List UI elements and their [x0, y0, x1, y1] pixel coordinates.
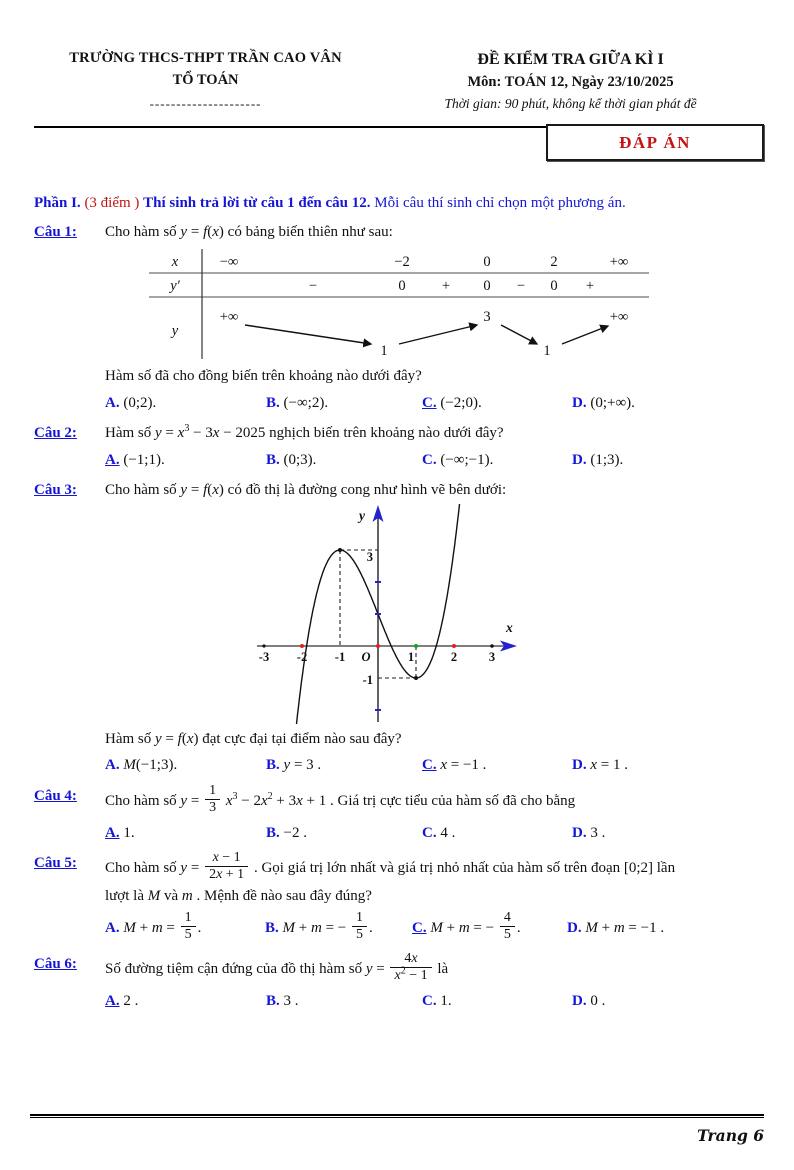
part1-points: (3 điểm )	[84, 195, 140, 211]
part1-heading	[34, 192, 764, 215]
bbt-arrow-up	[399, 325, 477, 344]
option-text: M + m = −1 .	[585, 920, 665, 937]
page-number: Trang 6	[697, 1126, 764, 1145]
option-key: C.	[422, 451, 437, 468]
option-key: A.	[105, 394, 120, 411]
q6-option-a	[105, 990, 266, 1013]
q3-question	[105, 728, 764, 751]
x-axis-label: x	[506, 619, 513, 635]
header-rule-section	[34, 126, 764, 190]
x-tick-dot-green	[414, 644, 418, 648]
bbt-x-val: −2	[394, 254, 410, 270]
bbt-x-val: −∞	[219, 254, 239, 270]
fraction	[203, 850, 250, 883]
question-2-label: Câu 2:	[34, 425, 77, 441]
q1-option-b	[266, 392, 422, 415]
y-axis-label: y	[359, 507, 365, 523]
fraction-denominator: $x^2 - 1$	[394, 965, 428, 984]
bbt-x-val: 0	[483, 254, 491, 270]
option-key: A.	[105, 757, 120, 773]
option-period: .	[516, 919, 521, 936]
question-3	[34, 479, 764, 502]
option-key: A.	[105, 919, 120, 936]
option-text: −2 .	[283, 824, 307, 841]
q4-option-d	[572, 822, 764, 845]
option-key: B.	[266, 757, 280, 773]
option-text: (−2;0).	[440, 394, 482, 411]
option-key-correct: A.	[105, 824, 120, 841]
question-2-body	[105, 422, 764, 445]
option-text: (0;+∞).	[590, 394, 635, 411]
option-key-correct: C.	[422, 394, 437, 411]
option-text: M + m = −	[430, 919, 495, 936]
part1-instruction: Mỗi câu thí sinh chỉ chọn một phương án.	[374, 195, 626, 211]
q6-option-c	[422, 990, 572, 1013]
q2-option-b	[266, 449, 422, 472]
q1-option-d	[572, 392, 764, 415]
q5-math-y: y =	[180, 860, 200, 877]
function-graph	[253, 504, 545, 724]
bbt-y-top: 3	[483, 309, 491, 325]
q4-math-y: y =	[180, 792, 200, 809]
q5-pre: Cho hàm số	[105, 860, 177, 877]
q4-pre: Cho hàm số	[105, 792, 177, 809]
option-text: 0 .	[590, 993, 606, 1010]
fraction	[203, 783, 222, 816]
y-min-label: -1	[362, 672, 373, 687]
q2-options	[105, 449, 764, 472]
option-text: M + m = −	[282, 919, 347, 936]
q1-question: Hàm số đã cho đồng biến trên khoảng nào dưới đây?	[105, 368, 422, 384]
answer-key-box	[546, 124, 764, 161]
q1-option-a	[105, 392, 266, 415]
separator-dashes: ---------------------	[149, 95, 262, 111]
q4-options	[105, 822, 764, 845]
q4-post: Giá trị cực tiểu của hàm số đã cho bằng	[337, 792, 576, 809]
question-5-label: Câu 5:	[34, 855, 77, 872]
q5-options	[105, 909, 764, 945]
x-tick-dot-red	[452, 644, 456, 648]
fraction-denominator: 2x + 1	[209, 867, 245, 883]
origin-dot	[376, 644, 380, 648]
bbt-arrow-up	[562, 326, 608, 344]
option-key: C.	[422, 824, 437, 841]
option-key: D.	[572, 993, 587, 1010]
q6-option-b	[266, 990, 422, 1013]
bbt-yprime-zero: 0	[398, 278, 406, 294]
page-footer	[30, 1114, 764, 1147]
page-header	[34, 48, 764, 114]
answer-key-label: ĐÁP ÁN	[619, 132, 691, 152]
q3-question-post: đạt cực đại tại điểm nào sau đây?	[202, 730, 402, 747]
q6-pre: Số đường tiệm cận đứng của đồ thị hàm số	[105, 961, 363, 978]
fraction-numerator: 1	[205, 783, 220, 800]
option-text: (−∞;2).	[283, 394, 329, 411]
option-period: .	[197, 919, 202, 936]
fraction-numerator: 1	[181, 910, 196, 927]
question-6-label: Câu 6:	[34, 956, 77, 973]
origin-label: O	[361, 649, 371, 664]
fraction-denominator: 5	[356, 926, 363, 942]
option-text: (0;3).	[283, 451, 317, 468]
x-tick-label: 3	[488, 649, 496, 664]
exam-title: ĐỀ KIỂM TRA GIỮA KÌ I	[477, 51, 664, 68]
q4-math-rest: $x^3 - 2x^2 + 3x + 1$ .	[225, 790, 334, 809]
option-text: x = −1 .	[440, 757, 487, 773]
option-key: C.	[422, 993, 437, 1010]
q5-option-b	[265, 909, 412, 945]
q1-math: y = f(x)	[180, 223, 224, 240]
option-key: D.	[572, 394, 587, 411]
bbt-yprime-sign: +	[585, 278, 595, 294]
question-1	[34, 221, 764, 244]
option-key: D.	[572, 757, 587, 773]
question-4-body	[105, 782, 764, 818]
department-name: TỔ TOÁN	[172, 71, 239, 88]
q5-option-c	[412, 909, 567, 945]
bbt-y-head: y	[171, 323, 179, 339]
option-key: B.	[266, 451, 280, 468]
q6-options	[105, 990, 764, 1013]
q5-option-d	[567, 917, 764, 940]
option-period: .	[369, 919, 373, 936]
q3-option-d	[572, 754, 764, 777]
q4-option-c	[422, 822, 572, 845]
option-text: 3 .	[283, 993, 299, 1010]
footer-rule	[30, 1114, 764, 1118]
y-max-label: 3	[366, 549, 373, 564]
x-tick-label: -3	[258, 649, 270, 664]
option-text: 4 .	[440, 824, 456, 841]
q1-pre: Cho hàm số	[105, 223, 177, 240]
exam-info-block	[377, 48, 764, 114]
q3-question-math: y = f(x)	[155, 730, 199, 747]
option-key: B.	[266, 394, 280, 411]
fraction	[498, 910, 517, 943]
option-text: (−1;1).	[123, 451, 165, 468]
fraction-numerator: x − 1	[205, 850, 248, 867]
question-6-body	[105, 953, 764, 986]
option-key-correct: A.	[105, 451, 120, 468]
question-6	[34, 953, 764, 986]
option-text: 1.	[123, 824, 135, 841]
option-key: D.	[567, 920, 582, 937]
q6-math-y: y =	[365, 961, 385, 978]
q3-post: có đồ thị là đường cong như hình vẽ bên dưới:	[227, 482, 507, 498]
option-text: 2 .	[123, 993, 139, 1010]
bbt-yprime-sign: −	[308, 278, 318, 294]
local-min-dot	[414, 676, 418, 680]
option-key: B.	[266, 824, 280, 841]
bbt-arrow-down	[501, 325, 537, 344]
question-2	[34, 422, 764, 445]
q2-pre: Hàm số	[105, 425, 152, 441]
fraction-numerator: 1	[352, 910, 367, 927]
fraction-numerator: 4	[500, 910, 515, 927]
option-key-correct: C.	[422, 757, 437, 773]
q2-post: nghịch biến trên khoảng nào dưới đây?	[269, 425, 504, 441]
bbt-y-top: +∞	[609, 309, 629, 325]
fraction-denominator: 5	[184, 926, 192, 942]
x-tick-label: 2	[450, 649, 458, 664]
q4-option-b	[266, 822, 422, 845]
q6-post: là	[437, 961, 449, 978]
q5-post-line2: lượt là M và m . Mệnh đề nào sau đây đúng?	[105, 888, 372, 905]
fraction	[179, 910, 198, 943]
question-4-label: Câu 4:	[34, 787, 77, 804]
bbt-y-bottom: 1	[380, 343, 388, 359]
question-1-body	[105, 221, 764, 244]
fraction	[388, 951, 433, 984]
x-tick-label: -1	[334, 649, 346, 664]
option-text: (0;2).	[123, 394, 157, 411]
q4-option-a	[105, 822, 266, 845]
local-max-dot	[338, 548, 342, 552]
x-tick-dot	[490, 644, 494, 648]
q3-options	[105, 754, 764, 777]
option-text: M(−1;3).	[123, 757, 178, 773]
question-3-body	[105, 479, 764, 502]
question-4	[34, 782, 764, 818]
option-key-correct: A.	[105, 993, 120, 1010]
bbt-x-val: +∞	[609, 254, 629, 270]
x-tick-label: 1	[407, 649, 415, 664]
q3-question-pre: Hàm số	[105, 730, 152, 747]
bbt-y-bottom: 1	[543, 343, 551, 359]
fraction-numerator: 4x	[390, 951, 431, 968]
option-text: M + m =	[123, 919, 175, 936]
option-text: (−∞;−1).	[440, 451, 494, 468]
option-text: 1.	[440, 993, 452, 1010]
q5-post-line1: . Gọi giá trị lớn nhất và giá trị nhỏ nhất của hàm số trên đoạn [0;2] lần	[253, 860, 676, 877]
question-5-body	[105, 852, 764, 908]
x-tick-dot-red	[300, 644, 304, 648]
q3-math: y = f(x)	[180, 482, 224, 498]
fraction	[350, 910, 369, 943]
part1-instruction-bold: Thí sinh trả lời từ câu 1 đến câu 12.	[143, 195, 371, 211]
option-text: y = 3 .	[283, 757, 322, 773]
exam-duration: Thời gian: 90 phút, không kể thời gian phát đề	[444, 95, 697, 111]
q1-post: có bảng biến thiên như sau:	[227, 223, 393, 240]
bbt-y-top: +∞	[219, 309, 239, 325]
q6-option-d	[572, 990, 764, 1013]
fraction-denominator: 5	[503, 926, 511, 942]
q5-option-a	[105, 909, 265, 945]
x-tick-dot	[262, 644, 265, 647]
cubic-curve	[289, 504, 461, 724]
bbt-arrow-down	[245, 325, 371, 344]
bbt-yprime-zero: 0	[483, 278, 491, 294]
q2-option-d	[572, 449, 764, 472]
exam-page	[0, 48, 794, 1013]
fraction-denominator: 3	[209, 799, 217, 815]
bbt-yprime-zero: 0	[550, 278, 558, 294]
option-key: B.	[266, 993, 280, 1010]
question-3-label: Câu 3:	[34, 482, 77, 498]
option-text: x = 1 .	[590, 757, 628, 773]
school-name: TRƯỜNG THCS-THPT TRẦN CAO VÂN	[69, 50, 342, 66]
q3-option-b	[266, 754, 422, 777]
bbt-x-head: x	[171, 254, 179, 270]
question-1-label: Câu 1:	[34, 223, 77, 240]
bbt-yprime-sign: +	[441, 278, 451, 294]
x-tick-label: -2	[296, 649, 308, 664]
q3-pre: Cho hàm số	[105, 482, 177, 498]
q2-option-a	[105, 449, 266, 472]
option-key: B.	[265, 919, 279, 936]
q3-option-a	[105, 754, 266, 777]
question-5	[34, 852, 764, 908]
q2-math: $y = x^3 - 3x - 2025$	[155, 423, 266, 441]
bbt-x-val: 2	[550, 254, 558, 270]
option-text: 3 .	[590, 824, 606, 841]
option-text: (1;3).	[590, 451, 624, 468]
bbt-yprime-sign: −	[516, 278, 526, 294]
q2-option-c	[422, 449, 572, 472]
option-key: D.	[572, 824, 587, 841]
q1-options	[105, 392, 764, 415]
bbt-yprime-head: y′	[170, 278, 180, 294]
option-key: D.	[572, 451, 587, 468]
q1-option-c	[422, 392, 572, 415]
part1-label: Phần I.	[34, 195, 81, 211]
option-key-correct: C.	[412, 919, 427, 936]
school-block	[34, 48, 377, 114]
exam-subject-date: Môn: TOÁN 12, Ngày 23/10/2025	[467, 74, 674, 90]
variation-table	[149, 247, 651, 361]
q3-option-c	[422, 754, 572, 777]
